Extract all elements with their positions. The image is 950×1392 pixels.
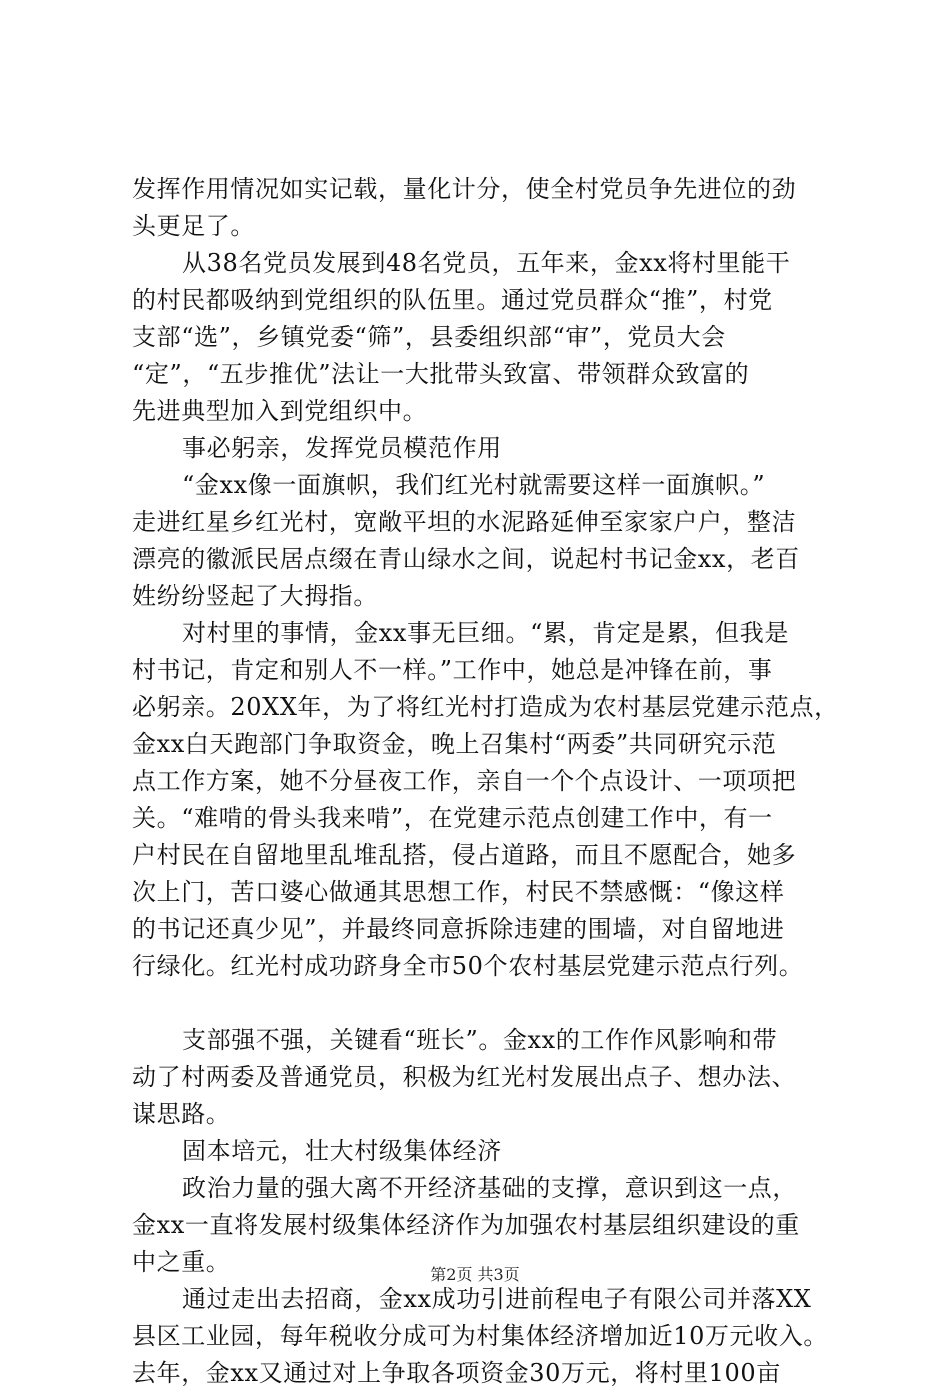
text-line: 县区工业园，每年税收分成可为村集体经济增加近10万元收入。 (132, 1322, 828, 1350)
text-line: 点工作方案，她不分昼夜工作，亲自一个个点设计、一项项把 (132, 767, 797, 795)
text-line: 村书记，肯定和别人不一样。”工作中，她总是冲锋在前，事 (132, 656, 773, 684)
text-line: 发挥作用情况如实记载，量化计分，使全村党员争先进位的劲 (132, 175, 797, 203)
page-number-footer: 第2页 共3页 (430, 1265, 520, 1284)
section-heading: 事必躬亲，发挥党员模范作用 (182, 434, 502, 462)
section-heading: 固本培元，壮大村级集体经济 (182, 1137, 502, 1165)
text-line: 去年，金xx又通过对上争取各项资金30万元，将村里100亩 (132, 1359, 781, 1387)
paragraph-start: 支部强不强，关键看“班长”。金xx的工作作风影响和带 (182, 1026, 778, 1054)
text-line: 金xx白天跑部门争取资金，晚上召集村“两委”共同研究示范 (132, 730, 777, 758)
text-line: 姓纷纷竖起了大拇指。 (132, 582, 378, 610)
text-line: 关。“难啃的骨头我来啃”，在党建示范点创建工作中，有一 (132, 804, 773, 832)
text-line: 支部“选”，乡镇党委“筛”，县委组织部“审”，党员大会 (132, 323, 726, 351)
text-line: “定”，“五步推优”法让一大批带头致富、带领群众致富的 (132, 360, 750, 388)
paragraph-start: 通过走出去招商，金xx成功引进前程电子有限公司并落XX (182, 1285, 812, 1313)
text-line: 头更足了。 (132, 212, 255, 240)
text-line: 的书记还真少见”，并最终同意拆除违建的围墙，对自留地进 (132, 915, 785, 943)
text-line: 次上门，苦口婆心做通其思想工作，村民不禁感慨：“像这样 (132, 878, 785, 906)
text-line: 行绿化。红光村成功跻身全市50个农村基层党建示范点行列。 (132, 952, 804, 980)
paragraph-start: “金xx像一面旗帜，我们红光村就需要这样一面旗帜。” (182, 471, 766, 499)
paragraph-start: 对村里的事情，金xx事无巨细。“累，肯定是累，但我是 (182, 619, 789, 647)
text-line: 金xx一直将发展村级集体经济作为加强农村基层组织建设的重 (132, 1211, 800, 1239)
text-line: 户村民在自留地里乱堆乱搭，侵占道路，而且不愿配合，她多 (132, 841, 797, 869)
text-line: 动了村两委及普通党员，积极为红光村发展出点子、想办法、 (132, 1063, 797, 1091)
text-line: 走进红星乡红光村，宽敞平坦的水泥路延伸至家家户户，整洁 (132, 508, 797, 536)
text-line: 必躬亲。20XX年，为了将红光村打造成为农村基层党建示范点， (132, 693, 839, 721)
text-line: 先进典型加入到党组织中。 (132, 397, 428, 425)
text-line: 漂亮的徽派民居点缀在青山绿水之间，说起村书记金xx，老百 (132, 545, 800, 573)
text-line: 的村民都吸纳到党组织的队伍里。通过党员群众“推”，村党 (132, 286, 773, 314)
text-line: 中之重。 (132, 1248, 231, 1276)
paragraph-start: 政治力量的强大离不开经济基础的支撑，意识到这一点， (182, 1174, 797, 1202)
paragraph-start: 从38名党员发展到48名党员，五年来，金xx将村里能干 (182, 249, 791, 277)
paragraph-gap (132, 985, 832, 1022)
text-line: 谋思路。 (132, 1100, 231, 1128)
document-body (132, 171, 839, 1392)
